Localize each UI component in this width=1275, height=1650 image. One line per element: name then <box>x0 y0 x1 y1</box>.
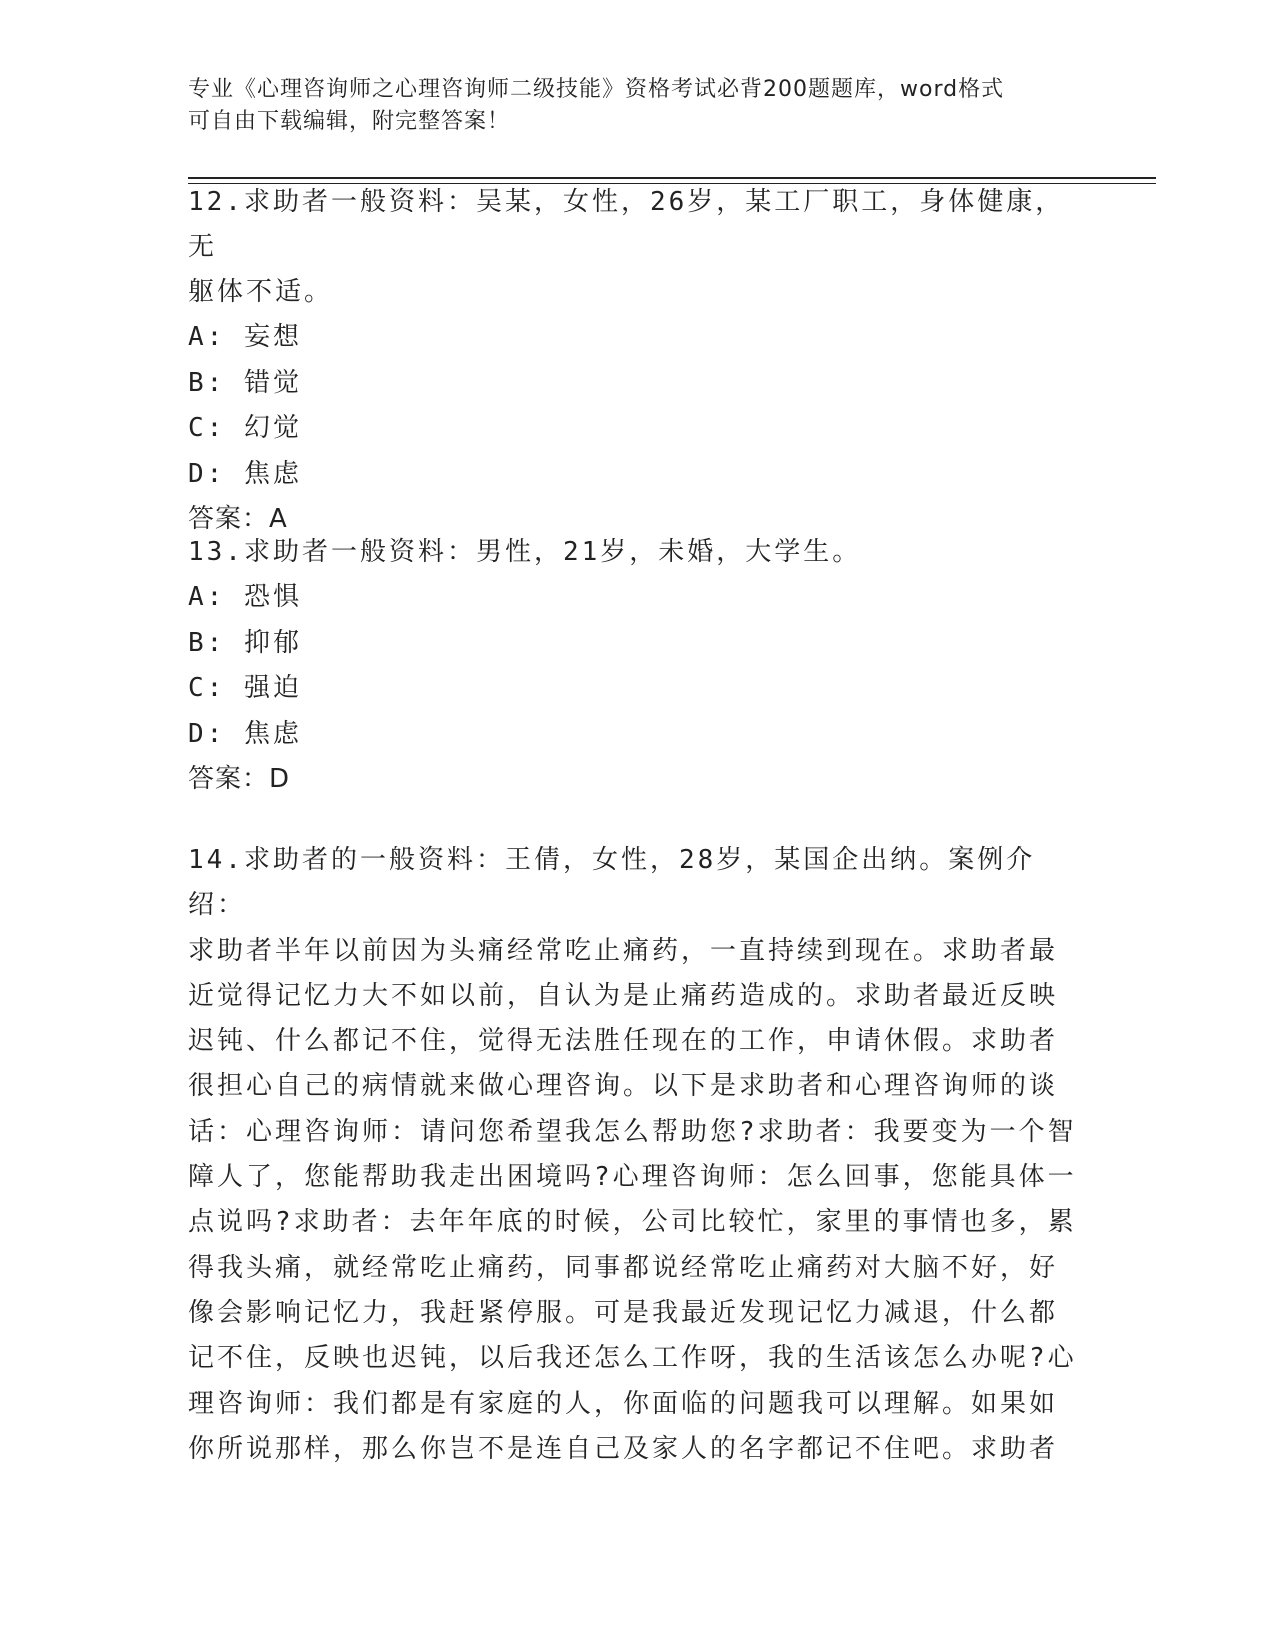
option-d: D: 焦虑 <box>188 458 302 489</box>
option-b: B: 抑郁 <box>188 627 302 658</box>
stem-line: 理咨询师：我们都是有家庭的人，你面临的问题我可以理解。如果如 <box>188 1388 1059 1419</box>
answer: 答案：D <box>188 764 291 794</box>
stem-line: 像会影响记忆力，我赶紧停服。可是我最近发现记忆力减退，什么都 <box>188 1297 1059 1328</box>
stem-line: 求助者半年以前因为头痛经常吃止痛药，一直持续到现在。求助者最 <box>188 935 1059 966</box>
header-divider-thick <box>188 177 1156 179</box>
stem-line: 话：心理咨询师：请问您希望我怎么帮助您?求助者：我要变为一个智 <box>188 1116 1077 1147</box>
option-c: C: 强迫 <box>188 673 302 703</box>
option-b: B: 错觉 <box>188 367 302 398</box>
stem-line: 记不住，反映也迟钝，以后我还怎么工作呀，我的生活该怎么办呢?心 <box>188 1343 1077 1374</box>
option-d: D: 焦虑 <box>188 718 302 749</box>
stem-line: 近觉得记忆力大不如以前，自认为是止痛药造成的。求助者最近反映 <box>188 980 1059 1011</box>
header-title-line-1: 专业《心理咨询师之心理咨询师二级技能》资格考试必背200题题库，word格式 <box>188 77 1005 102</box>
option-c: C: 幻觉 <box>188 413 302 443</box>
question-stem <box>188 838 1078 1472</box>
stem-line: 很担心自己的病情就来做心理咨询。以下是求助者和心理咨询师的谈 <box>188 1071 1059 1102</box>
option-a: A: 妄想 <box>188 322 302 352</box>
question-12 <box>188 180 1078 543</box>
stem-line: 你所说那样，那么你岂不是连自己及家人的名字都记不住吧。求助者 <box>188 1433 1059 1464</box>
document-header <box>188 74 1068 138</box>
header-title-line-2: 可自由下载编辑，附完整答案！ <box>188 109 511 134</box>
stem-line: 12.求助者一般资料：吴某，女性，26岁，某工厂职工，身体健康，无 <box>188 187 1065 262</box>
question-14 <box>188 838 1078 1472</box>
stem-line: 障人了，您能帮助我走出困境吗?心理咨询师：怎么回事，您能具体一 <box>188 1162 1077 1193</box>
stem-line: 14.求助者的一般资料：王倩，女性，28岁，某国企出纳。案例介绍： <box>188 845 1036 921</box>
option-a: A: 恐惧 <box>188 582 302 612</box>
stem-line: 点说吗?求助者：去年年底的时候，公司比较忙，家里的事情也多，累 <box>188 1207 1077 1238</box>
question-stem <box>188 180 1078 315</box>
answer: 答案：A <box>188 504 288 534</box>
question-stem <box>188 530 1078 575</box>
question-13 <box>188 530 1078 803</box>
stem-line: 迟钝、什么都记不住，觉得无法胜任现在的工作，申请休假。求助者 <box>188 1026 1059 1057</box>
stem-line: 得我头痛，就经常吃止痛药，同事都说经常吃止痛药对大脑不好，好 <box>188 1252 1059 1283</box>
stem-line: 躯体不适。 <box>188 277 334 307</box>
stem-line: 13.求助者一般资料：男性，21岁，未婚，大学生。 <box>188 537 862 567</box>
